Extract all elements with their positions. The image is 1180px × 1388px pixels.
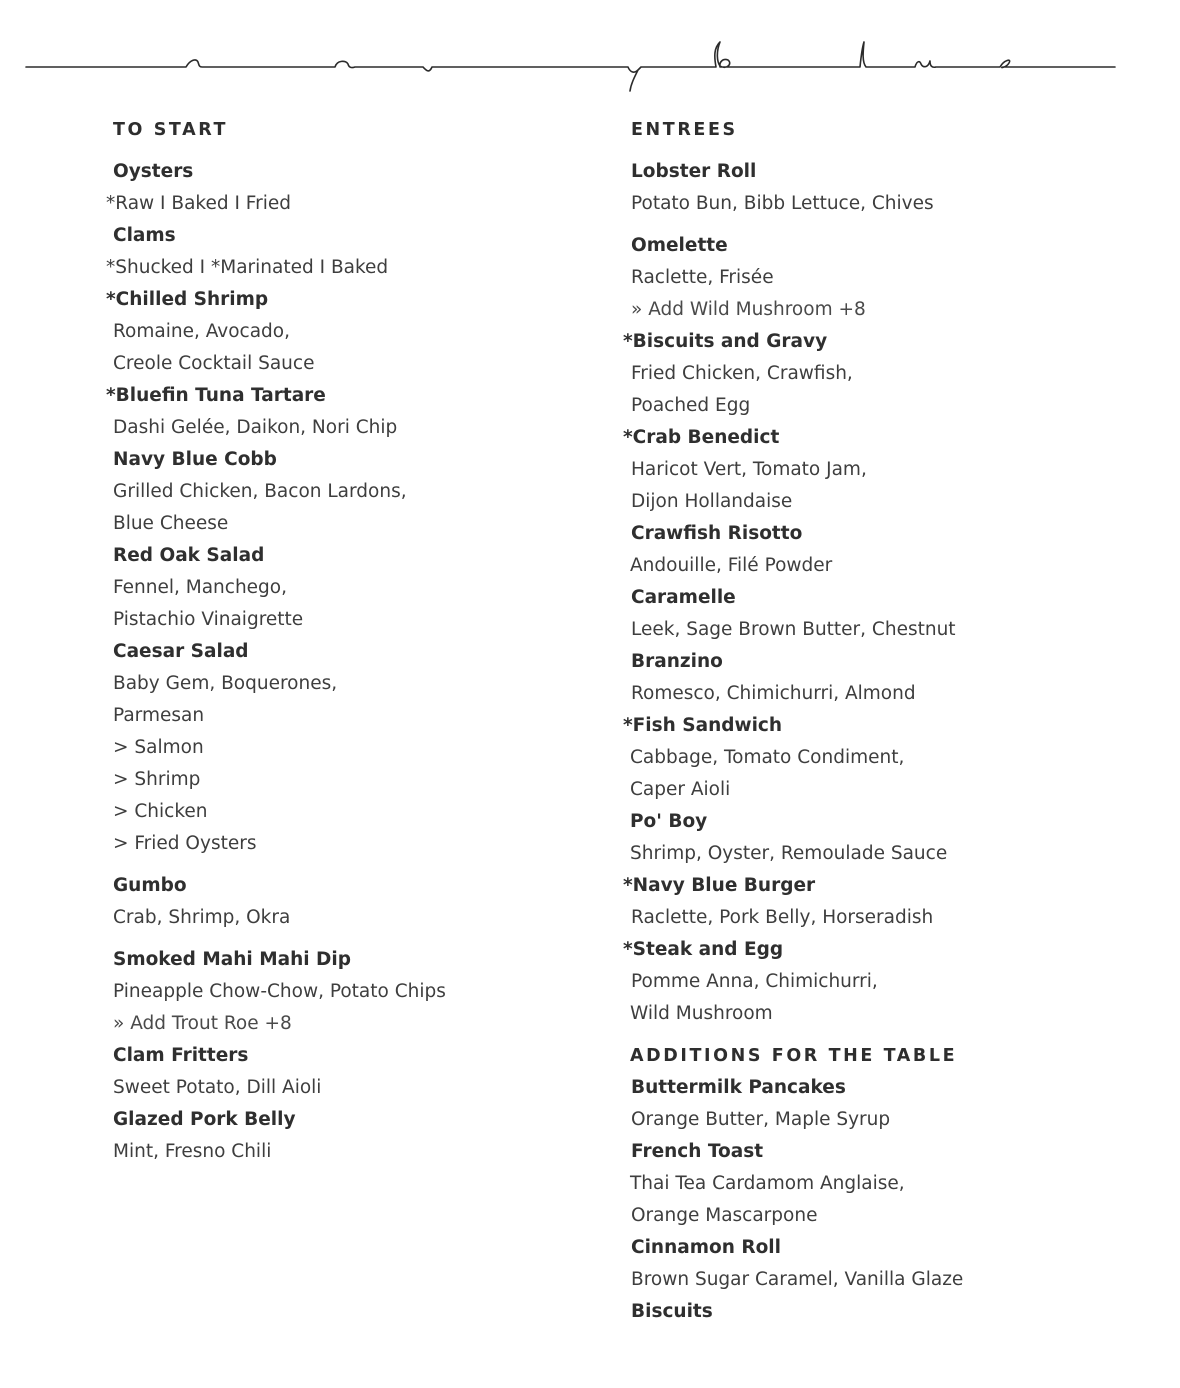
menu-item-description: Parmesan (113, 705, 205, 726)
menu-item-name: Branzino (631, 651, 723, 672)
menu-item-description: Raclette, Frisée (631, 267, 774, 288)
menu-item-description: Fennel, Manchego, (113, 577, 287, 598)
menu-item-addon: > Chicken (113, 801, 208, 822)
menu-item-name: Oysters (113, 161, 194, 182)
menu-item-name: *Steak and Egg (623, 939, 784, 960)
menu-item-description: Blue Cheese (113, 513, 229, 534)
menu-item-name: *Bluefin Tuna Tartare (106, 385, 326, 406)
menu-item-name: Navy Blue Cobb (113, 449, 277, 470)
menu-item-name: Omelette (631, 235, 728, 256)
menu-item-description: Pistachio Vinaigrette (113, 609, 304, 630)
to-start-column (106, 114, 576, 1168)
menu-item-description: Mint, Fresno Chili (113, 1141, 272, 1162)
menu-item-description: Fried Chicken, Crawfish, (631, 363, 853, 384)
menu-item-description: Orange Butter, Maple Syrup (631, 1109, 891, 1130)
menu-item-description: Dashi Gelée, Daikon, Nori Chip (113, 417, 398, 438)
menu-item-name: *Biscuits and Gravy (623, 331, 828, 352)
menu-item-description: Poached Egg (631, 395, 751, 416)
menu-item-name: Clams (113, 225, 176, 246)
menu-item-name: *Navy Blue Burger (623, 875, 816, 896)
menu-item-description: *Shucked I *Marinated I Baked (106, 257, 389, 278)
menu-item-name: Caesar Salad (113, 641, 249, 662)
menu-item-description: Baby Gem, Boquerones, (113, 673, 338, 694)
menu-item-description: Cabbage, Tomato Condiment, (630, 747, 905, 768)
menu-item-name: *Crab Benedict (623, 427, 780, 448)
menu-item-name: Lobster Roll (631, 161, 757, 182)
entrees-column (623, 114, 1143, 1328)
menu-item-name: Caramelle (631, 587, 736, 608)
menu-item-description: Grilled Chicken, Bacon Lardons, (113, 481, 407, 502)
menu-item-description: Orange Mascarpone (631, 1205, 818, 1226)
menu-item-name: Buttermilk Pancakes (631, 1077, 846, 1098)
section-heading-additions: ADDITIONS FOR THE TABLE (630, 1046, 958, 1066)
menu-item-description: Pomme Anna, Chimichurri, (631, 971, 878, 992)
menu-item-description: Leek, Sage Brown Butter, Chestnut (631, 619, 956, 640)
menu-item-addon: » Add Wild Mushroom +8 (631, 299, 866, 320)
menu-item-name: *Chilled Shrimp (106, 289, 269, 310)
menu-item-description: Haricot Vert, Tomato Jam, (631, 459, 867, 480)
menu-item-description: Brown Sugar Caramel, Vanilla Glaze (631, 1269, 964, 1290)
menu-item-name: Smoked Mahi Mahi Dip (113, 949, 351, 970)
menu-item-description: Wild Mushroom (630, 1003, 773, 1024)
menu-item-description: Romesco, Chimichurri, Almond (631, 683, 916, 704)
menu-item-description: Potato Bun, Bibb Lettuce, Chives (631, 193, 934, 214)
menu-item-addon: > Salmon (113, 737, 204, 758)
menu-item-description: Dijon Hollandaise (631, 491, 793, 512)
menu-item-name: Biscuits (631, 1301, 713, 1322)
menu-item-addon: > Fried Oysters (113, 833, 257, 854)
section-heading-to-start: TO START (113, 120, 229, 140)
menu-item-description: Andouille, Filé Powder (630, 555, 833, 576)
menu-item-name: French Toast (631, 1141, 764, 1162)
section-heading-entrees: ENTREES (631, 120, 738, 140)
menu-item-description: Creole Cocktail Sauce (113, 353, 315, 374)
navy-blue-logo (0, 0, 1180, 100)
menu-item-description: Raclette, Pork Belly, Horseradish (631, 907, 934, 928)
menu-item-description: *Raw I Baked I Fried (106, 193, 291, 214)
menu-item-name: Crawfish Risotto (631, 523, 803, 544)
menu-item-description: Pineapple Chow-Chow, Potato Chips (113, 981, 446, 1002)
menu-item-name: Red Oak Salad (113, 545, 265, 566)
menu-item-name: *Fish Sandwich (623, 715, 783, 736)
menu-item-name: Cinnamon Roll (631, 1237, 781, 1258)
menu-item-description: Crab, Shrimp, Okra (113, 907, 291, 928)
menu-item-name: Gumbo (113, 875, 187, 896)
menu-item-description: Sweet Potato, Dill Aioli (113, 1077, 322, 1098)
menu-item-addon: » Add Trout Roe +8 (113, 1013, 292, 1034)
menu-item-name: Po' Boy (630, 811, 708, 832)
menu-item-name: Clam Fritters (113, 1045, 249, 1066)
menu-item-description: Romaine, Avocado, (113, 321, 290, 342)
menu-item-name: Glazed Pork Belly (113, 1109, 296, 1130)
menu-item-description: Thai Tea Cardamom Anglaise, (630, 1173, 905, 1194)
menu-item-description: Caper Aioli (630, 779, 731, 800)
menu-item-addon: > Shrimp (113, 769, 201, 790)
menu-item-description: Shrimp, Oyster, Remoulade Sauce (630, 843, 948, 864)
